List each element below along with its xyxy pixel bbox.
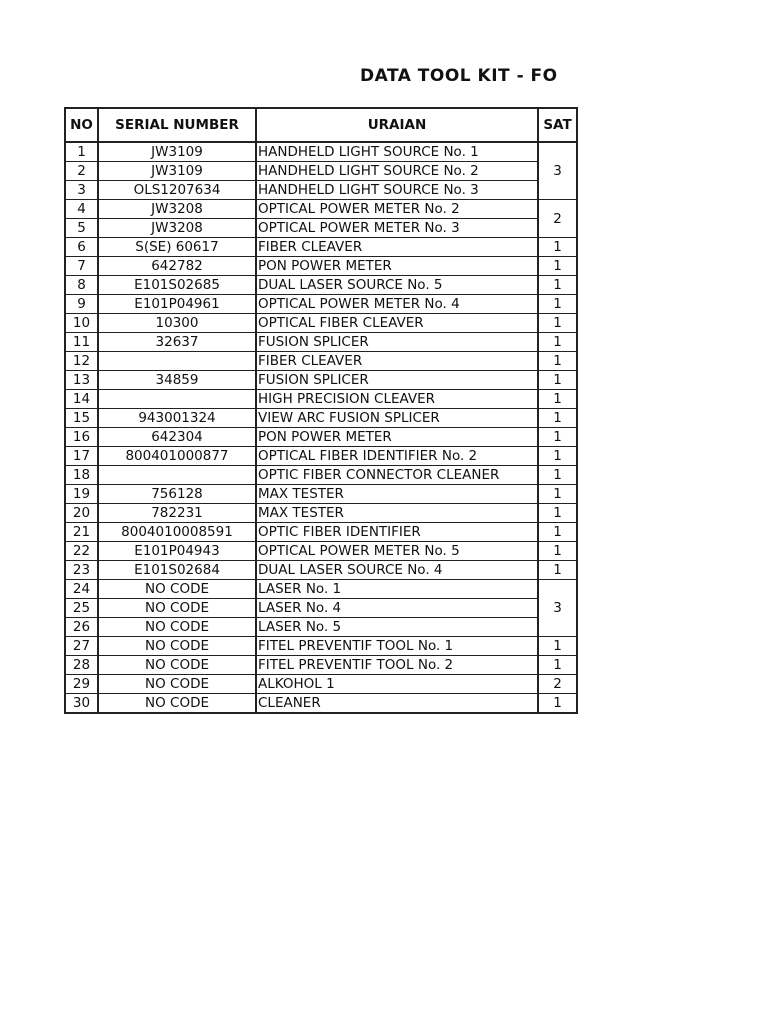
row-uraian: FUSION SPLICER	[256, 333, 538, 352]
table-row	[65, 162, 577, 181]
row-uraian: OPTIC FIBER CONNECTOR CLEANER	[256, 466, 538, 485]
table-row	[65, 257, 577, 276]
row-uraian: OPTICAL POWER METER No. 4	[256, 295, 538, 314]
row-serial-number: E101S02685	[98, 276, 256, 295]
row-uraian: PON POWER METER	[256, 428, 538, 447]
table-row	[65, 181, 577, 200]
document-title: DATA TOOL KIT - FO	[360, 66, 558, 86]
row-uraian: FUSION SPLICER	[256, 371, 538, 390]
row-uraian: LASER No. 4	[256, 599, 538, 618]
row-uraian: CLEANER	[256, 694, 538, 714]
row-uraian: OPTICAL POWER METER No. 5	[256, 542, 538, 561]
header-sat: SAT	[538, 108, 577, 142]
table-row	[65, 371, 577, 390]
row-no: 2	[65, 162, 98, 181]
row-no: 5	[65, 219, 98, 238]
row-serial-number: JW3109	[98, 162, 256, 181]
table-row	[65, 142, 577, 162]
row-serial-number: NO CODE	[98, 599, 256, 618]
row-sat: 1	[538, 523, 577, 542]
table-row	[65, 238, 577, 257]
row-uraian: HIGH PRECISION CLEAVER	[256, 390, 538, 409]
row-sat: 1	[538, 257, 577, 276]
table-row	[65, 637, 577, 656]
row-serial-number: E101S02684	[98, 561, 256, 580]
row-no: 27	[65, 637, 98, 656]
row-serial-number: NO CODE	[98, 694, 256, 714]
row-serial-number: 34859	[98, 371, 256, 390]
row-no: 29	[65, 675, 98, 694]
table-row	[65, 580, 577, 599]
row-no: 12	[65, 352, 98, 371]
row-serial-number: 800401000877	[98, 447, 256, 466]
row-uraian: VIEW ARC FUSION SPLICER	[256, 409, 538, 428]
row-sat: 1	[538, 428, 577, 447]
row-sat: 1	[538, 656, 577, 675]
row-sat: 2	[538, 675, 577, 694]
table-row	[65, 618, 577, 637]
row-no: 11	[65, 333, 98, 352]
table-row	[65, 523, 577, 542]
table-row	[65, 428, 577, 447]
row-uraian: HANDHELD LIGHT SOURCE No. 1	[256, 142, 538, 162]
table-row	[65, 409, 577, 428]
row-no: 8	[65, 276, 98, 295]
row-serial-number: 756128	[98, 485, 256, 504]
table-row	[65, 390, 577, 409]
table-row	[65, 447, 577, 466]
row-uraian: MAX TESTER	[256, 504, 538, 523]
row-serial-number: JW3109	[98, 142, 256, 162]
header-serial-number: SERIAL NUMBER	[98, 108, 256, 142]
row-uraian: OPTICAL POWER METER No. 3	[256, 219, 538, 238]
row-uraian: DUAL LASER SOURCE No. 5	[256, 276, 538, 295]
row-serial-number: NO CODE	[98, 618, 256, 637]
row-sat: 1	[538, 485, 577, 504]
row-uraian: OPTICAL FIBER CLEAVER	[256, 314, 538, 333]
row-no: 17	[65, 447, 98, 466]
row-uraian: FITEL PREVENTIF TOOL No. 2	[256, 656, 538, 675]
row-sat: 1	[538, 542, 577, 561]
row-sat: 1	[538, 276, 577, 295]
row-no: 3	[65, 181, 98, 200]
row-sat: 3	[538, 580, 577, 637]
row-no: 26	[65, 618, 98, 637]
row-sat: 3	[538, 142, 577, 200]
table-row	[65, 295, 577, 314]
row-sat: 1	[538, 238, 577, 257]
row-no: 14	[65, 390, 98, 409]
table-body	[65, 142, 577, 713]
table-row	[65, 656, 577, 675]
row-serial-number: JW3208	[98, 219, 256, 238]
table-row	[65, 314, 577, 333]
row-no: 28	[65, 656, 98, 675]
row-uraian: PON POWER METER	[256, 257, 538, 276]
row-serial-number: 642782	[98, 257, 256, 276]
row-no: 4	[65, 200, 98, 219]
row-no: 21	[65, 523, 98, 542]
row-sat: 1	[538, 447, 577, 466]
table-row	[65, 485, 577, 504]
table-header-row	[65, 108, 577, 142]
row-uraian: FIBER CLEAVER	[256, 238, 538, 257]
row-serial-number: E101P04961	[98, 295, 256, 314]
row-sat: 1	[538, 561, 577, 580]
row-no: 9	[65, 295, 98, 314]
row-uraian: ALKOHOL 1	[256, 675, 538, 694]
table-row	[65, 694, 577, 714]
row-serial-number	[98, 352, 256, 371]
row-no: 30	[65, 694, 98, 714]
row-uraian: OPTICAL FIBER IDENTIFIER No. 2	[256, 447, 538, 466]
row-serial-number: E101P04943	[98, 542, 256, 561]
row-serial-number: 782231	[98, 504, 256, 523]
table-row	[65, 333, 577, 352]
table-row	[65, 200, 577, 219]
row-uraian: LASER No. 5	[256, 618, 538, 637]
table-row	[65, 561, 577, 580]
row-no: 15	[65, 409, 98, 428]
row-no: 16	[65, 428, 98, 447]
row-no: 22	[65, 542, 98, 561]
row-serial-number	[98, 466, 256, 485]
row-serial-number: 642304	[98, 428, 256, 447]
row-no: 24	[65, 580, 98, 599]
row-sat: 1	[538, 409, 577, 428]
row-serial-number: 32637	[98, 333, 256, 352]
table-row	[65, 466, 577, 485]
table-row	[65, 542, 577, 561]
row-no: 13	[65, 371, 98, 390]
row-sat: 2	[538, 200, 577, 238]
row-sat: 1	[538, 333, 577, 352]
row-uraian: HANDHELD LIGHT SOURCE No. 2	[256, 162, 538, 181]
row-no: 18	[65, 466, 98, 485]
row-uraian: DUAL LASER SOURCE No. 4	[256, 561, 538, 580]
row-serial-number: S(SE) 60617	[98, 238, 256, 257]
row-uraian: MAX TESTER	[256, 485, 538, 504]
row-serial-number: JW3208	[98, 200, 256, 219]
row-serial-number	[98, 390, 256, 409]
row-serial-number: NO CODE	[98, 637, 256, 656]
row-serial-number: NO CODE	[98, 580, 256, 599]
row-serial-number: NO CODE	[98, 675, 256, 694]
row-sat: 1	[538, 466, 577, 485]
tool-kit-table	[64, 107, 578, 714]
row-no: 7	[65, 257, 98, 276]
row-serial-number: NO CODE	[98, 656, 256, 675]
table-row	[65, 599, 577, 618]
table-row	[65, 276, 577, 295]
row-serial-number: 8004010008591	[98, 523, 256, 542]
row-uraian: HANDHELD LIGHT SOURCE No. 3	[256, 181, 538, 200]
row-uraian: FITEL PREVENTIF TOOL No. 1	[256, 637, 538, 656]
row-serial-number: OLS1207634	[98, 181, 256, 200]
row-sat: 1	[538, 504, 577, 523]
header-uraian: URAIAN	[256, 108, 538, 142]
row-uraian: LASER No. 1	[256, 580, 538, 599]
row-sat: 1	[538, 352, 577, 371]
header-no: NO	[65, 108, 98, 142]
row-no: 1	[65, 142, 98, 162]
row-no: 23	[65, 561, 98, 580]
row-sat: 1	[538, 295, 577, 314]
row-uraian: FIBER CLEAVER	[256, 352, 538, 371]
row-no: 20	[65, 504, 98, 523]
row-uraian: OPTICAL POWER METER No. 2	[256, 200, 538, 219]
row-uraian: OPTIC FIBER IDENTIFIER	[256, 523, 538, 542]
table-row	[65, 675, 577, 694]
row-sat: 1	[538, 371, 577, 390]
table-row	[65, 504, 577, 523]
row-sat: 1	[538, 390, 577, 409]
row-serial-number: 943001324	[98, 409, 256, 428]
row-sat: 1	[538, 314, 577, 333]
row-no: 6	[65, 238, 98, 257]
row-sat: 1	[538, 694, 577, 714]
row-no: 10	[65, 314, 98, 333]
table-row	[65, 219, 577, 238]
table-row	[65, 352, 577, 371]
row-sat: 1	[538, 637, 577, 656]
row-no: 25	[65, 599, 98, 618]
row-serial-number: 10300	[98, 314, 256, 333]
row-no: 19	[65, 485, 98, 504]
